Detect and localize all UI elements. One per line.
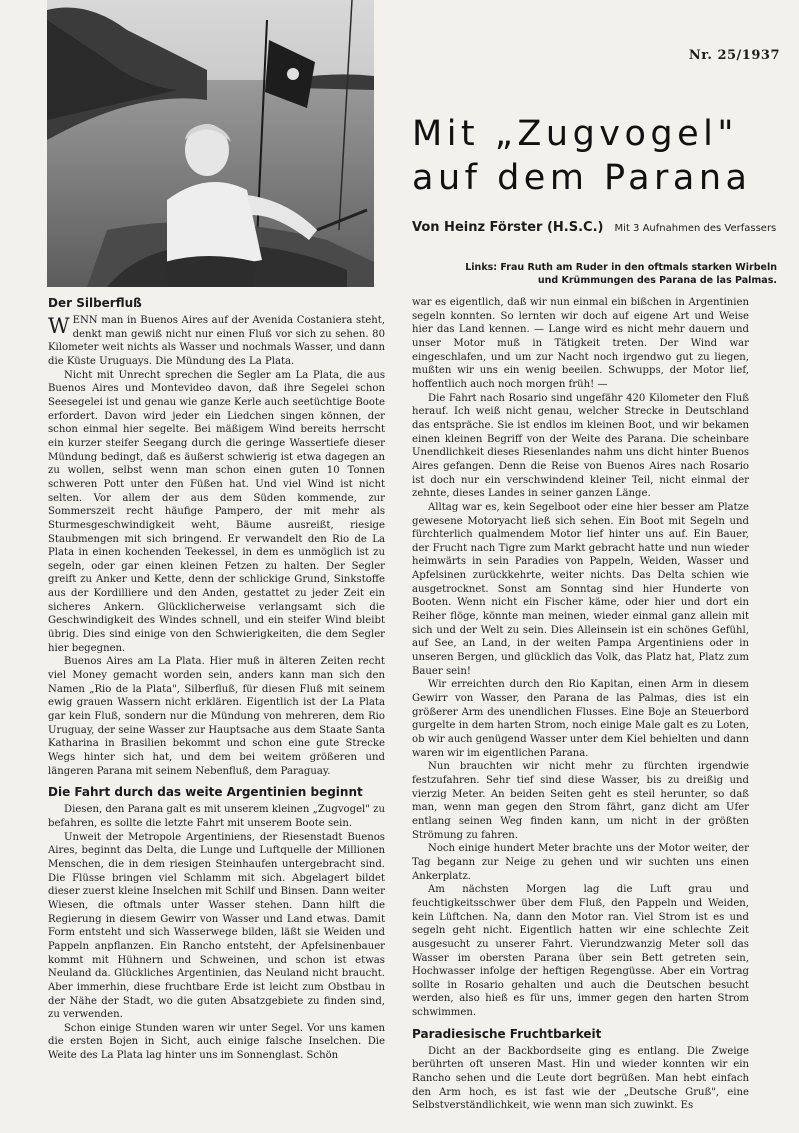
paragraph: Wir erreichten durch den Rio Kapitan, einen Arm in diesem Gewirr von Wasser, den Parana de las Palmas, dies ist ein größerer Arm des unendlichen Flusses. Eine Boje an Steuerbord gurgelte in dem harten Strom, noch einige Male galt es zu Loten, ob wir auch genügend Wasser unter dem Kiel behielten und dann waren wir im eigentlichen Parana. [412,679,749,759]
article-title-line2: auf dem Parana [412,158,752,198]
drop-cap: W [48,314,70,338]
paragraph-text: ENN man in Buenos Aires auf der Avenida Costaniera steht, denkt man gewiß nicht nur einen Fluß vor sich zu sehen. 80 Kilometer weit nichts als Wasser und nochmals Wasser, und dann die Küste Uruguays. Die Mündung des La Plata. [48,315,385,367]
paragraph: Nicht mit Unrecht sprechen die Segler am La Plata, die aus Buenos Aires und Montevideo davon, daß ihre Segelei schon Seesegelei ist und genau wie ganze Kerle auch seetüchtige Boote erfordert. Davon wird jeder ein Liedchen singen können, der schon einmal hier segelte. Bei mäßigem Wind bereits herrscht ein kurzer steifer Seegang durch die geringe Wassertiefe dieser Mündung bedingt, daß es äußerst schwierig ist etwa dagegen an zu wollen, selbst wenn man schon einen guten 10 Tonnen schweren Pott unter den Füßen hat. Und viel Wind ist nicht selten. Vor allem der aus dem Süden kommende, zur Sommerszeit recht häufige Pampero, der mit mehr als Sturmesgeschwindigkeit weht, Bäume ausreißt, riesige Staubmengen mit sich bringend. Er verwandelt den Rio de La Plata in einen kochenden Teekessel, in dem es unmöglich ist zu segeln, oder gar einen kleinen Fetzen zu halten. Der Segler greift zu Anker und Kette, denn der schlickige Grund, Sinkstoffe aus der Kordilliere und den Anden, gestattet zu jeder Zeit ein sicheres Ankern. Glücklicherweise verlangsamt sich die Geschwindigkeit des Windes schnell, und ein steifer Wind bleibt übrig. Dies sind einige von den Schwierigkeiten, die dem Segler hier begegnen. [48,369,385,654]
article-title-line1: Mit „Zugvogel" [412,114,738,154]
left-column [48,296,385,1063]
paragraph: Die Fahrt nach Rosario sind ungefähr 420 Kilometer den Fluß herauf. Ich weiß nicht genau, welcher Strecke in Deutschland das entspräche. Sie ist endlos im kleinen Boot, und wir bekamen einen kleinen Begriff von der Weite des Parana. Die scheinbare Unendlichkeit dieses Riesenlandes nahm uns dicht hinter Buenos Aires gefangen. Denn die Reise von Buenos Aires nach Rosario ist doch nur ein verschwindend kleiner Teil, nicht einmal der zehnte, dieses Landes in seiner ganzen Länge. [412,392,749,500]
right-column [412,296,749,1113]
section-heading-fahrt: Die Fahrt durch das weite Argentinien beginnt [48,785,363,800]
paragraph [48,314,385,369]
paragraph: Dicht an der Backbordseite ging es entlang. Die Zweige berührten oft unseren Mast. Hin und wieder konnten wir ein Rancho sehen und die Leute dort begrüßen. Man hebt einfach den Arm hoch, es ist fast wie der „Deutsche Gruß", eine Selbstverständlichkeit, wie wenn man sich zuwinkt. Es [412,1045,749,1112]
paragraph: war es eigentlich, daß wir nun einmal ein bißchen in Argentinien segeln konnten. So lernten wir doch auf eigene Art und Weise hier das Land kennen. — Lange wird es nicht mehr dauern und unser Motor muß in Tätigkeit treten. Der Wind war eingeschlafen, und um zur Nacht noch irgendwo gut zu liegen, mußten wir uns ein wenig beeilen. Schwupps, der Motor lief, hoffentlich auch noch morgen früh! — [412,297,749,390]
paragraph: Buenos Aires am La Plata. Hier muß in älteren Zeiten recht viel Money gemacht worden sein, anders kann man sich den Namen „Rio de la Plata", Silberfluß, für diesen Fluß mit seinem ewig grauen Wassern nicht erklären. Eigentlich ist der La Plata gar kein Fluß, sondern nur die Mündung von mehreren, dem Rio Uruguay, der seine Wasser zur Hauptsache aus dem Staate Santa Katharina in Brasilien bekommt und schon eine gute Strecke Wegs hinter sich hat, und dem bei weitem größeren und längeren Parana mit seinem Nebenfluß, dem Paraguay. [48,656,385,777]
photo-caption: Links: Frau Ruth am Ruder in den oftmals starken Wirbeln und Krümmungen des Parana de las Palmas. [465,262,777,286]
issue-number: Nr. 25/1937 [688,48,780,63]
paragraph: Noch einige hundert Meter brachte uns der Motor weiter, der Tag begann zur Neige zu gehen und wir suchten uns einen Ankerplatz. [412,843,749,882]
section-heading-fruchtbarkeit: Paradiesische Fruchtbarkeit [412,1026,602,1041]
woman-steering-sailboat-photo [47,0,374,287]
article-title [412,112,757,200]
byline [412,216,777,235]
paragraph: Am nächsten Morgen lag die Luft grau und feuchtigkeitsschwer über dem Fluß, den Pappeln und Weiden, kein Lüftchen. Na, dann den Motor ran. Viel Strom ist es und segeln geht nicht. Eigentlich hatten wir eine schlechte Zeit ausgesucht zu unserer Fahrt. Vierundzwanzig Meter soll das Wasser im obersten Parana über sein Bett getreten sein, Hochwasser infolge der heftigen Regengüsse. Aber ein Vortrag sollte in Rosario gehalten und auch die Deutschen besucht werden, also hieß es für uns, immer gegen den harten Strom schwimmen. [412,884,749,1019]
paragraph: Alltag war es, kein Segelboot oder eine hier besser am Platze gewesene Motoryacht ließ sich sehen. Ein Boot mit Segeln und fürchterlich qualmendem Motor lief hinter uns auf. Ein Bauer, der Frucht nach Tigre zum Markt gebracht hatte und nun wieder heimwärts in sein Paradies von Pappeln, Weiden, Wasser und Apfelsinen zurückkehrte, weiter nichts. Das Delta schien wie ausgetrocknet. Sonst am Sonntag sind hier Hunderte von Booten. Wenn nicht ein Fischer käme, oder hier und dort ein Reiher flöge, könnte man meinen, wieder einmal ganz allein mit sich und der Welt zu sein. Dies Alleinsein ist ein schönes Gefühl, auf See, an Land, in der weiten Pampa Argentiniens oder in unseren Bergen, und glücklich das Volk, das Platz hat, Platz zum Bauer sein! [412,501,749,677]
paragraph: Unweit der Metropole Argentiniens, der Riesenstadt Buenos Aires, beginnt das Delta, die Lunge und Luftquelle der Millionen Menschen, die in dem riesigen Steinhaufen untergebracht sind. Die Flüsse bringen viel Schlamm mit sich. Abgelagert bildet dieser zuerst kleine Inselchen mit Schilf und Binsen. Dann weiter Wiesen, die oftmals unter Wasser stehen. Dann hilft die Regierung in diesem Gewirr von Wasser und Land etwas. Damit Form entsteht und sich Wasserwege bilden, läßt sie Weiden und Pappeln anpflanzen. Ein Rancho entsteht, der Apfelsinenbauer kommt mit Hühnern und Schweinen, und schon ist etwas Neuland da. Glückliches Argentinien, das Neuland nicht braucht. Aber immerhin, diese fruchtbare Erde ist leicht zum Obstbau in der Nähe der Stadt, wo die guten Absatzgebiete zu finden sind, zu verwenden. [48,831,385,1021]
photo-image [47,0,374,287]
paragraph: Nun brauchten wir nicht mehr zu fürchten irgendwie festzufahren. Sehr tief sind diese Wasser, bis zu dreißig und vierzig Meter. An beiden Seiten geht es steil herunter, so daß man, wenn man gegen den Strom fährt, ganz dicht am Ufer entlang seinen Weg finden kann, um nicht in der größten Strömung zu fahren. [412,761,749,841]
byline-author: Von Heinz Förster (H.S.C.) [412,220,604,235]
section-heading-silberfluss: Der Silberfluß [48,296,142,310]
byline-photo-credit: Mit 3 Aufnahmen des Verfassers [614,223,777,234]
paragraph: Diesen, den Parana galt es mit unserem kleinen „Zugvogel" zu befahren, es sollte die letzte Fahrt mit unserem Boote sein. [48,804,385,829]
paragraph: Schon einige Stunden waren wir unter Segel. Vor uns kamen die ersten Bojen in Sicht, auch einige falsche Inselchen. Die Weite des La Plata lag hinter uns im Sonnenglast. Schön [48,1022,385,1062]
